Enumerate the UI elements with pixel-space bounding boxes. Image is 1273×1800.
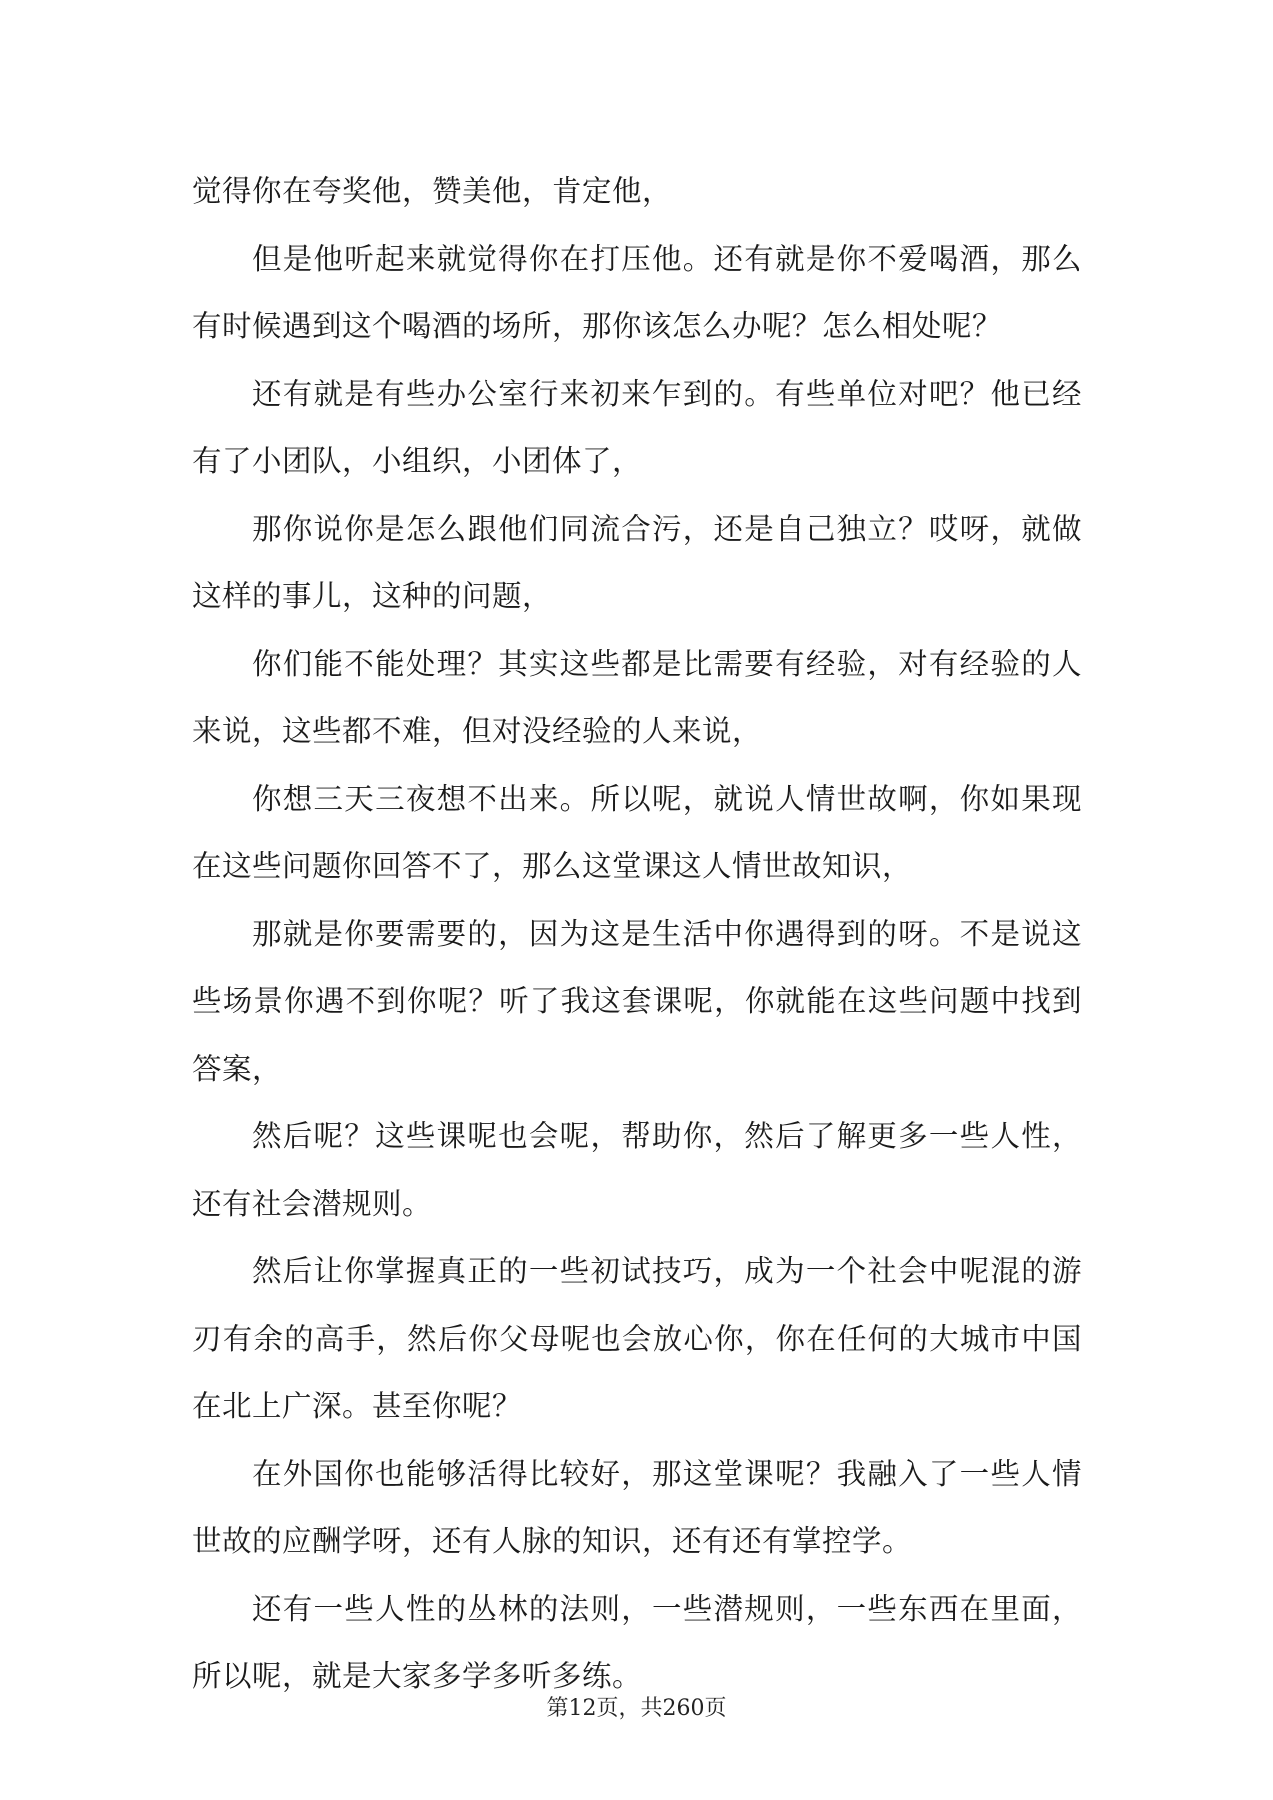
paragraph: 还有一些人性的丛林的法则，一些潜规则，一些东西在里面，所以呢，就是大家多学多听多练。: [192, 1591, 1082, 1693]
paragraph: 觉得你在夸奖他，赞美他，肯定他，: [192, 174, 673, 208]
paragraph: 那就是你要需要的，因为这是生活中你遇得到的呀。不是说这些场景你遇不到你呢？听了我这套课呢，你就能在这些问题中找到答案，: [192, 916, 1082, 1086]
paragraph: 然后呢？这些课呢也会呢，帮助你，然后了解更多一些人性，还有社会潜规则。: [192, 1119, 1082, 1221]
document-body: [192, 158, 1082, 1711]
paragraph: 但是他听起来就觉得你在打压他。还有就是你不爱喝酒，那么有时候遇到这个喝酒的场所，那你该怎么办呢？怎么相处呢？: [192, 241, 1082, 343]
paragraph: 然后让你掌握真正的一些初试技巧，成为一个社会中呢混的游刃有余的高手，然后你父母呢也会放心你，你在任何的大城市中国在北上广深。甚至你呢？: [192, 1254, 1082, 1423]
paragraph: 还有就是有些办公室行来初来乍到的。有些单位对吧？他已经有了小团队，小组织，小团体了，: [192, 376, 1082, 478]
paragraph: 那你说你是怎么跟他们同流合污，还是自己独立？哎呀，就做这样的事儿，这种的问题，: [192, 511, 1082, 613]
paragraph: 在外国你也能够活得比较好，那这堂课呢？我融入了一些人情世故的应酬学呀，还有人脉的知识，还有还有掌控学。: [192, 1456, 1082, 1558]
paragraph: 你想三天三夜想不出来。所以呢，就说人情世故啊，你如果现在这些问题你回答不了，那么这堂课这人情世故知识，: [192, 781, 1082, 883]
page-number: 第12页，共260页: [546, 1696, 727, 1721]
paragraph: 你们能不能处理？其实这些都是比需要有经验，对有经验的人来说，这些都不难，但对没经验的人来说，: [192, 646, 1082, 748]
